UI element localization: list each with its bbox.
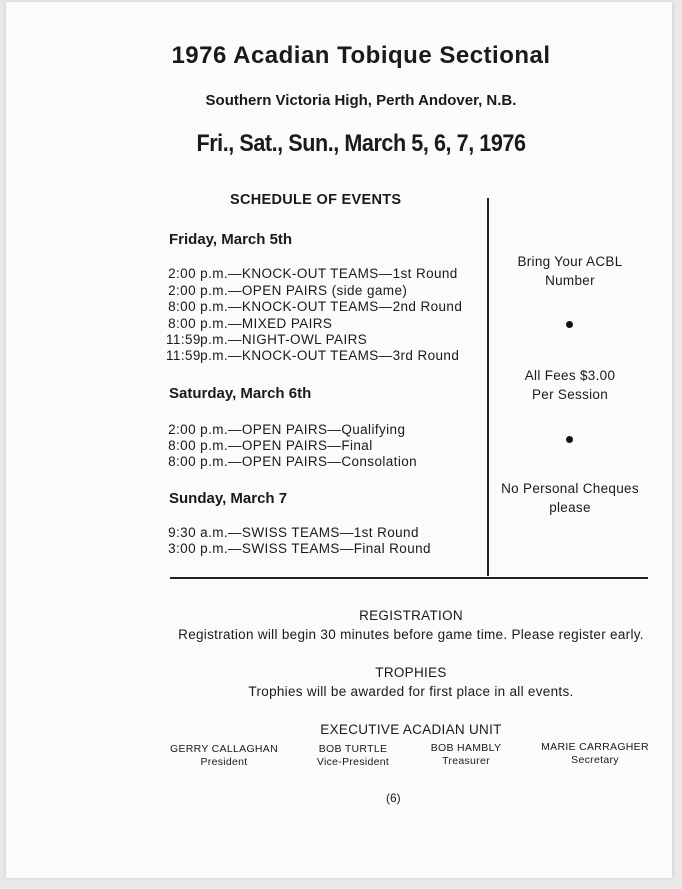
fees-note xyxy=(496,366,644,404)
event-time: 8:00 xyxy=(168,316,196,331)
event-text: p.m.—OPEN PAIRS (side game) xyxy=(200,283,408,298)
page-number: (6) xyxy=(386,791,401,805)
event-text: p.m.—KNOCK-OUT TEAMS—1st Round xyxy=(200,266,458,281)
officer-role: Treasurer xyxy=(442,755,490,767)
day-heading-saturday: Saturday, March 6th xyxy=(169,385,312,402)
event-time: 11:59 xyxy=(166,332,201,347)
day-heading-friday: Friday, March 5th xyxy=(169,231,293,248)
officer-treasurer xyxy=(401,742,531,768)
officer-president xyxy=(159,743,289,769)
event-time: 2:00 xyxy=(168,422,196,437)
officer-role: Vice-President xyxy=(316,756,390,768)
document-page xyxy=(6,2,672,878)
event-line xyxy=(166,541,431,556)
event-text: p.m.—NIGHT-OWL PAIRS xyxy=(200,332,368,347)
officer-name: GERRY CALLAGHAN xyxy=(170,743,278,755)
event-text: a.m.—SWISS TEAMS—1st Round xyxy=(200,525,419,540)
event-line xyxy=(166,283,407,298)
event-time: 2:00 xyxy=(168,266,196,281)
event-line xyxy=(166,454,417,469)
registration-heading: REGISTRATION xyxy=(359,608,463,623)
event-text: p.m.—OPEN PAIRS—Consolation xyxy=(200,454,418,469)
schedule-title: SCHEDULE OF EVENTS xyxy=(230,192,402,208)
event-line xyxy=(166,438,373,453)
fees-note-line: Per Session xyxy=(531,387,609,402)
cheques-note-line: No Personal Cheques xyxy=(501,481,639,496)
officer-name: MARIE CARRAGHER xyxy=(541,741,649,753)
event-time: 8:00 xyxy=(168,438,196,453)
cheques-note xyxy=(496,479,644,517)
officer-role: President xyxy=(200,756,248,768)
event-line xyxy=(166,316,332,331)
cheques-note-line: please xyxy=(549,500,591,515)
fees-note-line: All Fees $3.00 xyxy=(524,368,616,383)
officer-name: BOB TURTLE xyxy=(318,743,388,755)
event-line xyxy=(166,348,459,363)
bullet-dot xyxy=(566,436,573,443)
event-time: 8:00 xyxy=(168,299,196,314)
event-time: 11:59 xyxy=(166,348,201,363)
officer-vice-president xyxy=(288,743,418,769)
event-time: 9:30 xyxy=(168,525,196,540)
acbl-note xyxy=(496,252,644,290)
bullet-dot xyxy=(566,321,573,328)
event-text: p.m.—OPEN PAIRS—Final xyxy=(200,438,373,453)
event-line xyxy=(166,332,367,347)
acbl-note-line: Bring Your ACBL xyxy=(517,254,623,269)
event-time: 8:00 xyxy=(168,454,196,469)
officer-name: BOB HAMBLY xyxy=(430,742,502,754)
event-venue: Southern Victoria High, Perth Andover, N.B. xyxy=(205,92,517,109)
event-line xyxy=(166,266,458,281)
event-text: p.m.—SWISS TEAMS—Final Round xyxy=(200,541,431,556)
event-text: p.m.—MIXED PAIRS xyxy=(200,316,333,331)
officer-secretary xyxy=(530,741,660,767)
event-text: p.m.—OPEN PAIRS—Qualifying xyxy=(200,422,406,437)
day-heading-sunday: Sunday, March 7 xyxy=(169,490,288,507)
acbl-note-line: Number xyxy=(545,273,595,288)
event-dates: Fri., Sat., Sun., March 5, 6, 7, 1976 xyxy=(196,130,526,157)
executive-heading: EXECUTIVE ACADIAN UNIT xyxy=(320,722,502,737)
section-divider xyxy=(170,577,648,579)
event-line xyxy=(166,299,462,314)
event-time: 3:00 xyxy=(168,541,196,556)
officer-role: Secretary xyxy=(571,754,619,766)
event-title: 1976 Acadian Tobique Sectional xyxy=(171,42,551,69)
event-line xyxy=(166,422,405,437)
trophies-text: Trophies will be awarded for first place in all events. xyxy=(248,684,574,699)
event-time: 2:00 xyxy=(168,283,196,298)
column-divider xyxy=(487,198,489,576)
event-text: p.m.—KNOCK-OUT TEAMS—2nd Round xyxy=(200,299,463,314)
event-text: p.m.—KNOCK-OUT TEAMS—3rd Round xyxy=(200,348,460,363)
trophies-heading: TROPHIES xyxy=(375,665,447,680)
registration-text: Registration will begin 30 minutes before game time. Please register early. xyxy=(178,627,644,642)
event-line xyxy=(166,525,419,540)
